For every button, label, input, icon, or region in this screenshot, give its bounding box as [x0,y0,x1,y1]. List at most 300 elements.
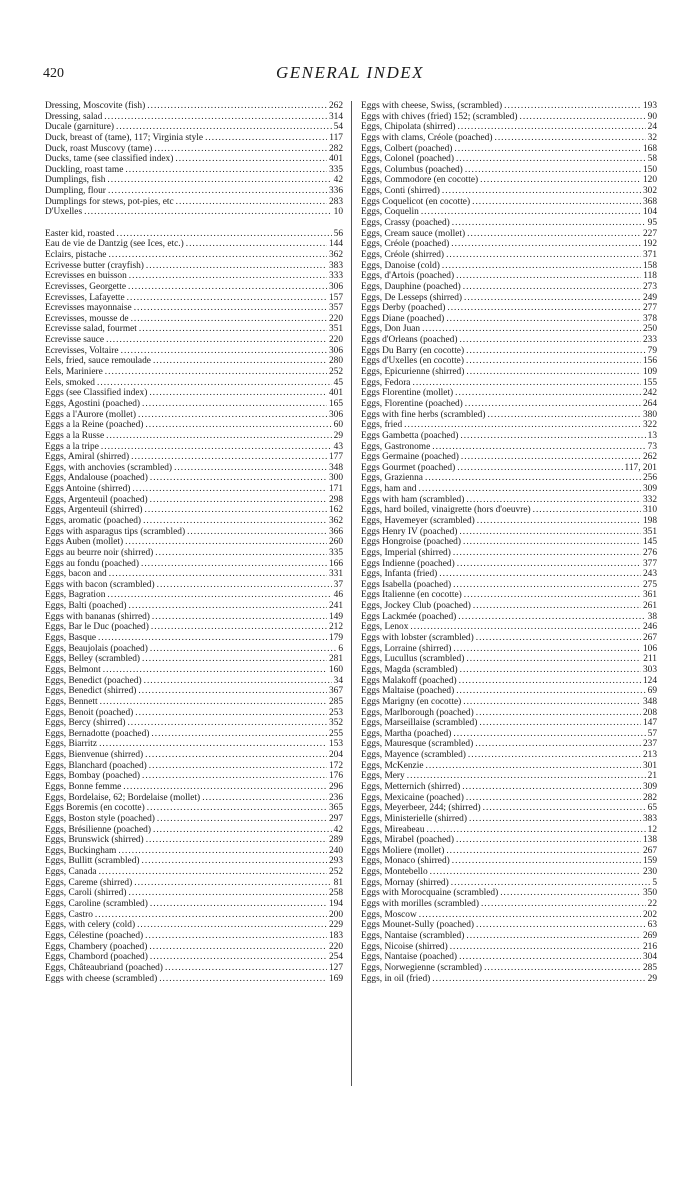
dot-leader [452,218,646,229]
dot-leader [476,708,641,719]
index-entry-page: 331 [328,569,343,580]
index-entry [361,122,657,133]
dot-leader [157,580,332,591]
dot-leader [464,590,641,601]
dot-leader [176,197,327,208]
index-entry [361,463,657,474]
index-entry-label: Ducale (garniture) [45,122,114,133]
index-entry-label: Eggs Marigny (en cocotte) [361,696,462,707]
index-entry-label: Eggs with ham (scrambled) [361,494,465,505]
index-entry [361,835,657,846]
index-entry [361,516,657,527]
index-entry-page: 168 [642,143,657,154]
index-entry-page: 12 [647,824,657,835]
index-entry-label: Eggs, Brésilienne (poached) [45,824,151,835]
dot-leader [146,261,327,272]
index-entry [361,686,657,697]
dot-leader [451,878,651,889]
index-entry-label: Eggs, Créole (shirred) [361,249,445,260]
index-entry [45,324,343,335]
index-entry-page: 183 [328,930,343,941]
index-entry-page: 166 [328,558,343,569]
index-entry-label: Eggs, Colbert (poached) [361,143,453,154]
dot-leader [159,974,327,985]
index-entry [45,112,343,123]
dot-leader [147,101,327,112]
dot-leader [447,303,641,314]
index-entry [361,697,657,708]
dot-leader [432,442,645,453]
index-entry-page: 213 [642,750,657,761]
index-entry-label: Eggs, aromatic (poached) [45,515,142,526]
index-entry-page: 176 [328,771,343,782]
index-entry-page: 153 [328,739,343,750]
index-entry-label: Eggs, Moscow [361,909,417,920]
index-entry-page: 296 [328,782,343,792]
index-column-left [45,101,343,984]
index-entry [361,888,657,899]
index-entry-label: Eggs Du Barry (en cocotte) [361,345,465,356]
index-entry-label: Eggs, Ministerielle (shirred) [361,813,467,824]
index-entry [361,112,657,123]
index-entry-page: 208 [642,707,657,718]
index-entry-page: 276 [642,547,657,558]
index-entry-page: 104 [642,207,657,218]
index-entry-page: 264 [642,398,657,409]
index-entry [361,420,657,431]
dot-leader [477,516,641,527]
index-entry-page: 157 [328,292,343,303]
index-entry-page: 22 [647,899,657,910]
index-entry [45,697,343,708]
index-entry-page: 314 [328,111,343,122]
dot-leader [463,282,641,293]
index-entry-label: Eggs, Grazienna [361,473,423,484]
dot-leader [139,324,327,335]
index-entry [45,154,343,165]
index-entry-label: Eggs, Columbus (poached) [361,164,463,175]
index-entry-label: Eggs, hard boiled, vinaigrette (hors d'oeuvre) [361,505,531,516]
index-entry [361,622,657,633]
index-entry-page: 21 [647,771,657,782]
index-entry-page: 254 [328,952,343,963]
index-entry-label: Eels, Mariniere [45,367,103,378]
index-entry-page: 124 [642,675,657,686]
dot-leader [175,154,327,165]
index-entry-label: Eggs, Mexicaine (poached) [361,792,464,803]
index-entry-page: 13 [647,430,657,441]
index-entry-page: 65 [647,803,657,814]
index-entry [45,239,343,250]
index-entry-label: Eggs, Mayence (scrambled) [361,750,466,761]
index-entry [45,495,343,506]
index-entry [361,495,657,506]
index-entry-page: 63 [647,920,657,931]
index-entry [45,931,343,942]
index-entry-label: Eggs, Careme (shirred) [45,877,133,888]
index-entry-label: Eggs Italienne (en cocotte) [361,590,462,601]
index-entry-page: 220 [328,313,343,324]
index-entry-label: Eggs Lackmée (poached) [361,611,457,622]
dot-leader [100,697,327,708]
index-entry-page: 10 [333,207,343,218]
index-entry [361,963,657,974]
index-entry-page: 5 [652,877,657,888]
dot-leader [483,803,646,814]
page-title: GENERAL INDEX [275,63,425,82]
index-entry-page: 361 [642,590,657,601]
index-entry [45,782,343,793]
index-entry-label: Eggs, Martha (poached) [361,728,452,739]
index-entry [45,686,343,697]
index-entry-label: Eggs au fondu (poached) [45,558,139,569]
index-entry-page: 37 [333,579,343,590]
index-entry [45,633,343,644]
index-entry [45,910,343,921]
index-entry [361,825,657,836]
dot-leader [446,846,641,857]
index-entry [361,910,657,921]
index-entry-page: 149 [328,611,343,622]
dot-leader [149,942,327,953]
index-entry-page: 336 [328,186,343,197]
index-entry [45,537,343,548]
index-entry [45,654,343,665]
index-entry-label: Eggs, Mireabeau [361,824,425,835]
index-entry-page: 297 [328,813,343,824]
dot-leader [453,580,641,591]
index-entry-label: Eggs, Beaujolais (poached) [45,643,148,654]
index-entry-label: Eggs d'Orleans (poached) [361,335,458,346]
index-entry [361,931,657,942]
index-entry-label: Eggs, Mery [361,771,405,782]
index-entry [361,388,657,399]
index-entry-page: 46 [333,590,343,601]
index-entry-label: Easter kid, roasted [45,228,115,239]
index-entry-label: Eggs, Castro [45,909,93,920]
index-entry-page: 171 [328,484,343,495]
index-entry-page: 29 [333,430,343,441]
dot-leader [458,122,646,133]
index-entry [45,580,343,591]
dot-leader [125,537,327,548]
index-entry-label: Ecrevisse sauce [45,335,105,346]
index-entry-page: 309 [642,484,657,495]
index-entry-label: Eggs, Chambord (poached) [45,952,148,963]
index-entry-label: Eggs, Belley (scrambled) [45,654,141,665]
index-entry-page: 255 [328,728,343,739]
dot-leader [107,590,331,601]
index-entry-label: Ecrevisses mayonnaise [45,303,132,314]
index-entry-label: Eggs Diane (poached) [361,313,445,324]
index-entry [361,271,657,282]
index-entry-page: 249 [642,292,657,303]
index-entry [361,452,657,463]
dot-leader [457,463,622,474]
index-entry [361,590,657,601]
index-entry [361,282,657,293]
index-entry-page: 367 [328,686,343,697]
index-entry [45,942,343,953]
dot-leader [134,878,331,889]
dot-leader [174,463,327,474]
dot-leader [456,271,641,282]
index-entry-page: 202 [642,909,657,920]
index-entry-page: 159 [642,856,657,867]
index-entry [361,186,657,197]
dot-leader [410,622,641,633]
index-entry-page: 306 [328,409,343,420]
index-entry-page: 282 [642,792,657,803]
dot-leader [459,952,641,963]
index-entry-page: 383 [642,813,657,824]
dot-leader [427,825,646,836]
index-entry-page: 192 [642,239,657,250]
index-entry-label: Eggs, Conti (shirred) [361,186,440,197]
index-entry-page: 42 [333,175,343,186]
index-entry-page: 145 [642,537,657,548]
index-entry [361,569,657,580]
index-entry [361,771,657,782]
index-entry-page: 267 [642,845,657,856]
index-entry [45,144,343,155]
index-entry-label: Eggs, Marseillaise (scrambled) [361,718,478,729]
index-entry [361,676,657,687]
index-entry [361,505,657,516]
index-entry-label: Eggs, Bullitt (scrambled) [45,856,140,867]
index-entry [361,346,657,357]
index-entry-label: Eggs Gourmet (poached) [361,462,456,473]
index-entry [45,878,343,889]
index-entry [361,548,657,559]
index-entry-page: 362 [328,249,343,260]
index-entry-label: Eggs Coquelicot (en cocotte) [361,196,471,207]
page-number: 420 [43,66,64,81]
column-divider [351,101,352,1086]
dot-leader [106,431,332,442]
index-entry-label: Eggs, Cream sauce (mollet) [361,228,466,239]
index-entry-page: 79 [647,345,657,356]
dot-leader [500,888,641,899]
index-entry-page: 262 [328,101,343,111]
index-entry [45,590,343,601]
index-entry-label: Eggs, Brunswick (shirred) [45,835,144,846]
index-entry-page: 302 [642,186,657,197]
index-entry-page: 220 [328,941,343,952]
index-entry [361,580,657,591]
dot-leader [150,495,327,506]
index-entry-label: Eels, smoked [45,377,95,388]
index-entry-label: Eggs (see Classified index) [45,388,148,399]
index-entry-page: 227 [642,228,657,239]
index-entry-label: Ecrevisses en buisson [45,271,127,282]
dot-leader [407,771,646,782]
index-entry [361,846,657,857]
index-entry [361,484,657,495]
index-entry-label: Eggs d'Uxelles (en cocotte) [361,356,464,367]
index-entry-label: Eggs, Amiral (shirred) [45,452,130,463]
index-entry-label: Eggs with bananas (shirred) [45,611,150,622]
dot-leader [460,665,641,676]
dot-leader [142,654,327,665]
dot-leader [425,473,641,484]
dot-leader [504,101,641,112]
index-entry-label: Eggs, Don Juan [361,324,421,335]
dot-leader [84,207,332,218]
index-entry-label: Eggs, Danoise (cold) [361,260,440,271]
index-entry-page: 362 [328,515,343,526]
dot-leader [466,356,641,367]
dot-leader [412,378,640,389]
index-entry-label: Eggs, Marlborough (poached) [361,707,474,718]
index-entry-page: 348 [328,462,343,473]
dot-leader [450,942,641,953]
dot-leader [128,282,327,293]
index-entry-label: Eggs, in oil (fried) [361,973,431,984]
index-entry-label: Eggs Germaine (poached) [361,452,459,463]
dot-leader [466,495,641,506]
index-entry [361,356,657,367]
index-entry [45,867,343,878]
index-entry-page: 169 [328,973,343,984]
index-entry-page: 260 [328,537,343,548]
index-entry-label: Eclairs, pistache [45,249,107,260]
index-entry [45,793,343,804]
index-entry-page: 277 [642,303,657,314]
index-entry [361,665,657,676]
index-entry-page: 309 [642,782,657,792]
index-entry-label: Eggs, Colonel (poached) [361,154,454,165]
dot-leader [476,633,641,644]
index-entry [361,197,657,208]
index-entry-page: 289 [328,835,343,846]
dot-leader [149,761,327,772]
index-entry-page: 45 [333,377,343,388]
index-entry-label: Ecrevisses, Lafayette [45,292,125,303]
dot-leader [469,814,641,825]
index-entry-label: Eggs, Argenteuil (poached) [45,494,148,505]
index-entry-label: Eggs, bacon and [45,569,107,580]
index-entry-label: Eggs, Buckingham [45,845,117,856]
index-entry-page: 69 [647,686,657,697]
dot-leader [519,112,645,123]
index-entry-page: 371 [642,249,657,260]
dot-leader [117,229,332,240]
index-entry [45,420,343,431]
index-entry [45,761,343,772]
index-entry [45,410,343,421]
index-entry-page: 117, 201 [624,462,657,473]
dot-leader [418,484,640,495]
index-entry-label: Eau de vie de Dantzig (see Ices, etc.) [45,239,184,250]
dot-leader [143,516,327,527]
index-entry-page: 298 [328,494,343,505]
index-entry-page: 90 [647,111,657,122]
dot-leader [442,186,641,197]
index-entry-page: 241 [328,601,343,612]
index-entry-label: Eggs, Benedict (poached) [45,675,142,686]
index-entry [45,473,343,484]
index-entry-label: Eggs with lobster (scrambled) [361,633,474,644]
index-entry [45,335,343,346]
dot-leader [141,559,327,570]
index-entry-label: Eggs with morilles (scrambled) [361,899,479,910]
index-entry-page: 179 [328,633,343,644]
index-entry [45,207,343,218]
index-entry-page: 300 [328,473,343,484]
index-entry-label: Eggs, Créole (poached) [361,239,450,250]
dot-leader [473,601,641,612]
index-entry [361,431,657,442]
index-entry-page: 252 [328,367,343,378]
index-entry [361,410,657,421]
index-entry [45,718,343,729]
index-entry-page: 211 [643,654,657,665]
dot-leader [107,175,331,186]
index-entry [45,356,343,367]
dot-leader [165,963,327,974]
dot-leader [142,856,327,867]
index-entry-page: 172 [328,760,343,771]
index-entry-page: 283 [328,196,343,207]
index-entry-page: 194 [328,899,343,910]
index-entry-page: 38 [647,611,657,622]
index-entry-label: Eggs, Gastronome [361,441,431,452]
index-entry [45,559,343,570]
index-entry-label: Ecrevisses, Voltaire [45,345,119,356]
index-entry-page: 304 [642,952,657,963]
index-entry [45,463,343,474]
index-entry [361,324,657,335]
index-entry [45,527,343,538]
index-entry-label: Eggs, Nantaise (poached) [361,952,458,963]
index-entry-page: 269 [642,930,657,941]
index-entry [45,314,343,325]
dot-leader [135,708,327,719]
index-entry-label: Eggs, Commodore (en cocotte) [361,175,479,186]
index-entry-page: 24 [647,122,657,133]
index-entry-page: 57 [647,728,657,739]
dot-leader [106,335,327,346]
index-entry-page: 332 [642,494,657,505]
dot-leader [145,750,327,761]
dot-leader [463,537,641,548]
index-entry-page: 81 [333,877,343,888]
index-entry [361,154,657,165]
index-entry-page: 240 [328,845,343,856]
dot-leader [131,452,327,463]
index-entry-label: Eggs, Havemeyer (scrambled) [361,515,475,526]
index-entry-page: 43 [333,441,343,452]
index-entry-page: 144 [328,239,343,250]
index-entry-page: 377 [642,558,657,569]
index-entry-label: Ecrevisse salad, fourmet [45,324,137,335]
index-entry-page: 95 [647,218,657,229]
index-entry-page: 275 [642,579,657,590]
index-entry-page: 401 [328,388,343,399]
index-entry [361,527,657,538]
index-entry-page: 158 [642,260,657,271]
dot-leader [155,548,327,559]
index-entry [361,559,657,570]
index-entry-label: Eggs, Bernadotte (poached) [45,728,150,739]
index-entry-label: Eggs, Montebello [361,867,428,878]
index-entry-page: 378 [642,313,657,324]
index-entry [45,974,343,985]
index-entry-label: Eggs, Lucullus (scrambled) [361,654,465,665]
index-entry-page: 34 [333,675,343,686]
dot-leader [456,686,645,697]
